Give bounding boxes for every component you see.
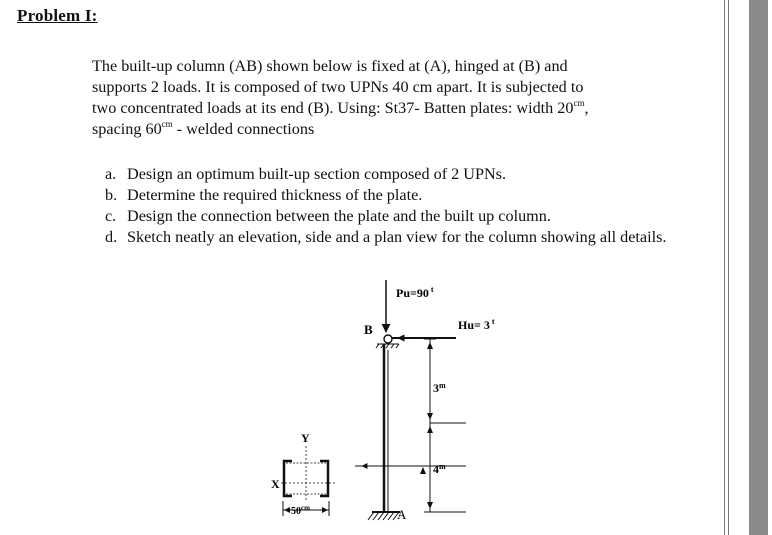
hinge-hatch (376, 344, 379, 348)
document-scrollbar[interactable] (722, 0, 772, 535)
hinge-hatch (386, 344, 389, 348)
intro-line-3-comma: , (584, 99, 589, 117)
section-spacing-label: $50^{cm}$ (291, 504, 310, 517)
section-dimension-arrow (284, 507, 290, 513)
hinge-b (384, 335, 392, 343)
dimension-arrow (427, 413, 433, 420)
dimension-arrow (427, 502, 433, 509)
problem-statement (92, 56, 692, 140)
scroll-rail (724, 0, 725, 535)
node-a-label: A (397, 507, 407, 522)
intro-line-4 (92, 120, 314, 138)
upn-right-channel (320, 461, 328, 496)
lower-segment-label: 4$^m$ (433, 462, 446, 476)
lower-segment-unit: m (439, 462, 446, 471)
intro-line-3-text: two concentrated loads at its end (B). Using: St37- Batten plates: width 20 (92, 99, 574, 117)
upper-segment-label: 3$^m$ (433, 381, 446, 395)
dimension-arrow (427, 426, 433, 433)
task-marker: a. (105, 165, 117, 183)
horizontal-load-unit: t (491, 317, 495, 326)
scroll-rail (728, 0, 729, 535)
task-text: Design an optimum built-up section composed of 2 UPNs. (127, 165, 507, 183)
axis-y-label: Y (301, 431, 310, 445)
node-b-label: B (364, 322, 373, 337)
intro-line-4-text: spacing 60 (92, 120, 162, 138)
fixed-support-hatch (368, 512, 399, 520)
hinge-hatch (391, 344, 394, 348)
task-item (105, 227, 715, 248)
problem-title: Problem I: (17, 6, 98, 25)
task-marker: d. (105, 228, 118, 246)
vertical-load-unit: t (430, 285, 434, 294)
upn-left-channel (284, 461, 292, 496)
task-item (105, 164, 715, 185)
intro-line-1: The built-up column (AB) shown below is fixed at (A), hinged at (B) and (92, 57, 568, 75)
hinge-hatch (396, 344, 399, 348)
upper-segment-unit: m (439, 381, 446, 390)
scroll-thumb[interactable] (749, 0, 768, 535)
task-item (105, 206, 715, 227)
section-dimension-arrow (322, 507, 328, 513)
intro-line-2: supports 2 loads. It is composed of two UPNs 40 cm apart. It is subjected to (92, 78, 584, 96)
unit-superscript: cm (161, 118, 173, 129)
dimension-arrow (427, 342, 433, 349)
task-item (105, 185, 715, 206)
task-text: Sketch neatly an elevation, side and a plan view for the column showing all details. (127, 228, 667, 246)
section-spacing-unit: cm (301, 504, 310, 512)
intro-line-3 (92, 99, 589, 117)
task-list (105, 164, 715, 248)
task-text: Determine the required thickness of the plate. (127, 186, 423, 204)
unit-superscript: cm (573, 97, 585, 108)
task-text: Design the connection between the plate and the built up column. (127, 207, 551, 225)
intro-line-4-tail: - welded connections (172, 120, 315, 138)
task-marker: c. (105, 207, 117, 225)
axis-x-label: X (271, 477, 280, 491)
horizontal-load-label: Hu= 3 $^t$ (458, 317, 495, 332)
dimension-arrow (420, 467, 426, 474)
column-diagram (0, 270, 722, 535)
vertical-load-label: Pu=90 $^t$ (396, 285, 434, 300)
task-marker: b. (105, 186, 118, 204)
